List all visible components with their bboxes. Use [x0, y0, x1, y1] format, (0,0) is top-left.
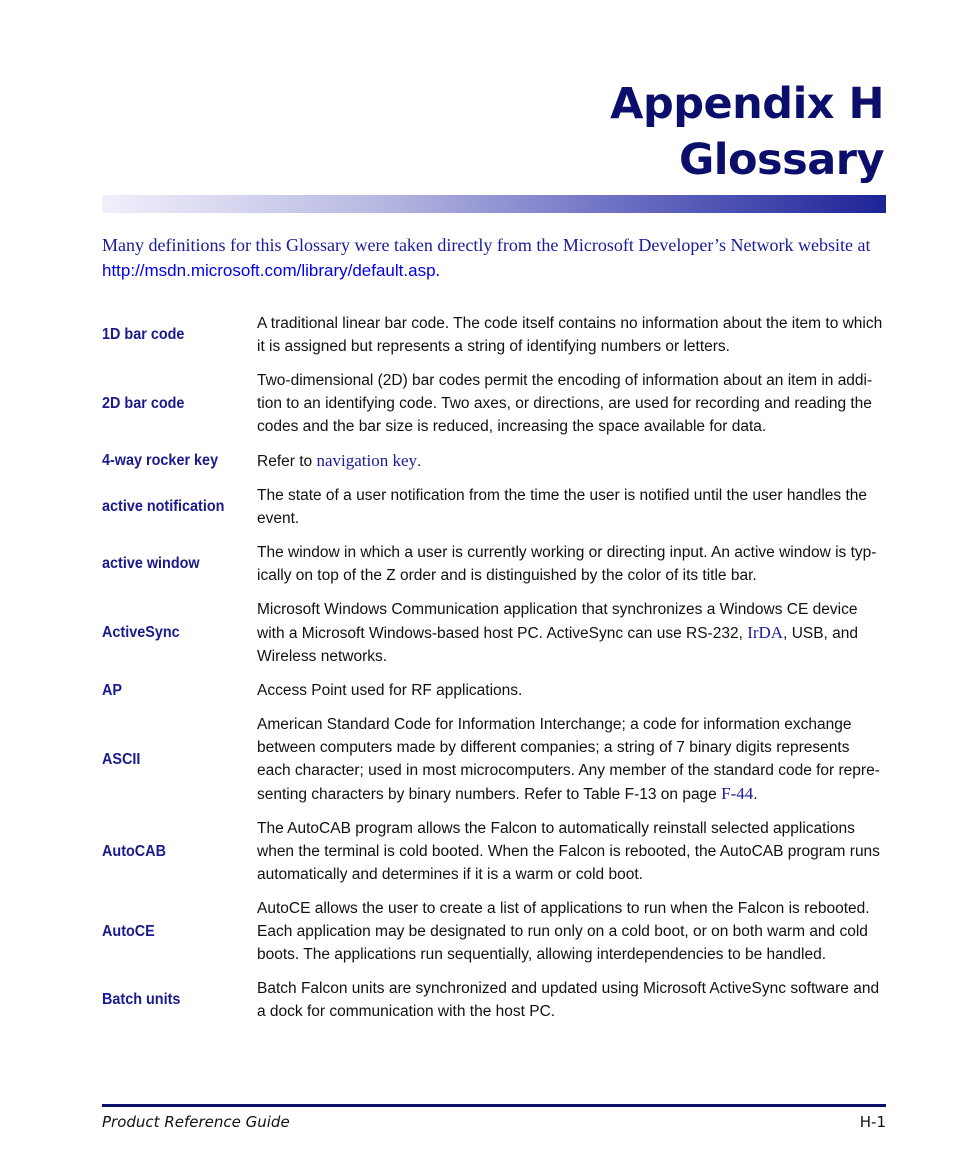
glossary-term: AutoCE: [102, 922, 155, 940]
definition-text-end: .: [753, 786, 758, 803]
glossary-term: 2D bar code: [102, 394, 185, 412]
definition-text: American Standard Code for Information Interchange; a code for information exchange between computers made by different companies; a string of 7 binary digits represents each character; used in most microcomputers. Any member of the standard code for repre-senting characters by binary numbers. Refer to Table F-13 on page: [257, 716, 880, 803]
footer-document-title: Product Reference Guide: [102, 1113, 290, 1131]
glossary-definition: A traditional linear bar code. The code itself contains no information about the item to which it is assigned but represents a string of identifying numbers or letters.: [257, 315, 883, 355]
footer-rule: [102, 1104, 886, 1107]
glossary-definition: [257, 713, 886, 806]
glossary-definition: The state of a user notification from the time the user is notified until the user handles the event.: [257, 487, 868, 527]
glossary-term: Batch units: [102, 991, 181, 1008]
glossary-definition: [257, 449, 886, 473]
glossary-definition: Batch Falcon units are synchronized and updated using Microsoft ActiveSync software and a dock for communication with the host PC.: [257, 980, 880, 1020]
glossary-entry: [102, 713, 886, 806]
title-line-2: Glossary: [678, 135, 884, 185]
glossary-list: [102, 312, 886, 1034]
glossary-term: active notification: [102, 498, 225, 515]
definition-text-end: , USB, and Wireless networks.: [257, 625, 859, 665]
definition-text: Microsoft Windows Communication application that synchronizes a Windows CE device with a Microsoft Windows-based host PC. ActiveSync can use RS-232,: [257, 601, 858, 642]
page-f44-link[interactable]: F-44: [721, 784, 754, 803]
intro-text-end: .: [435, 260, 441, 280]
glossary-entry: [102, 897, 886, 966]
glossary-entry: [102, 369, 886, 438]
definition-text-end: .: [417, 453, 422, 470]
glossary-definition: AutoCE allows the user to create a list of applications to run when the Falcon is rebooted. Each application may be designated to run only on a cold boot, or on both warm and cold boots. The applications run sequentially, allowing interdependencies to be handled.: [257, 900, 870, 963]
glossary-definition: Access Point used for RF applications.: [257, 682, 523, 699]
glossary-term: AP: [102, 681, 123, 699]
glossary-term: ASCII: [102, 750, 141, 768]
glossary-definition: Two-dimensional (2D) bar codes permit the encoding of information about an item in addi-tion to an identifying code. Two axes, or directions, are used for recording and reading the codes and the bar size is reduced, increasing the space available for data.: [257, 372, 873, 435]
glossary-definition: The AutoCAB program allows the Falcon to automatically reinstall selected applications when the terminal is cold booted. When the Falcon is rebooted, the AutoCAB program runs automatically and determines if it is a warm or cold boot.: [257, 820, 880, 883]
intro-paragraph: [102, 233, 886, 283]
glossary-entry: [102, 977, 886, 1023]
glossary-entry: [102, 598, 886, 668]
glossary-entry: [102, 312, 886, 358]
glossary-definition: The window in which a user is currently working or directing input. An active window is typ-ically on top of the Z order and is distinguished by the color of its title bar.: [257, 544, 877, 584]
glossary-definition: [257, 598, 886, 668]
msdn-link[interactable]: http://msdn.microsoft.com/library/default.asp: [102, 261, 436, 280]
intro-text: Many definitions for this Glossary were taken directly from the Microsoft Developer’s Network website at: [102, 235, 871, 255]
glossary-term: 4-way rocker key: [102, 452, 219, 469]
glossary-term: ActiveSync: [102, 624, 180, 641]
footer-page-number: H-1: [859, 1113, 886, 1131]
glossary-term: AutoCAB: [102, 842, 166, 860]
definition-text: Refer to: [257, 453, 317, 470]
glossary-entry: [102, 679, 886, 702]
glossary-term: active window: [102, 555, 200, 572]
glossary-entry: [102, 541, 886, 587]
irda-link[interactable]: IrDA: [747, 623, 784, 642]
glossary-entry: [102, 484, 886, 530]
navigation-key-link[interactable]: navigation key: [316, 451, 418, 470]
page-title: [610, 76, 884, 188]
title-line-1: Appendix H: [610, 79, 884, 129]
glossary-entry: [102, 449, 886, 473]
glossary-entry: [102, 817, 886, 886]
title-gradient-bar: [102, 195, 886, 213]
glossary-term: 1D bar code: [102, 326, 185, 343]
